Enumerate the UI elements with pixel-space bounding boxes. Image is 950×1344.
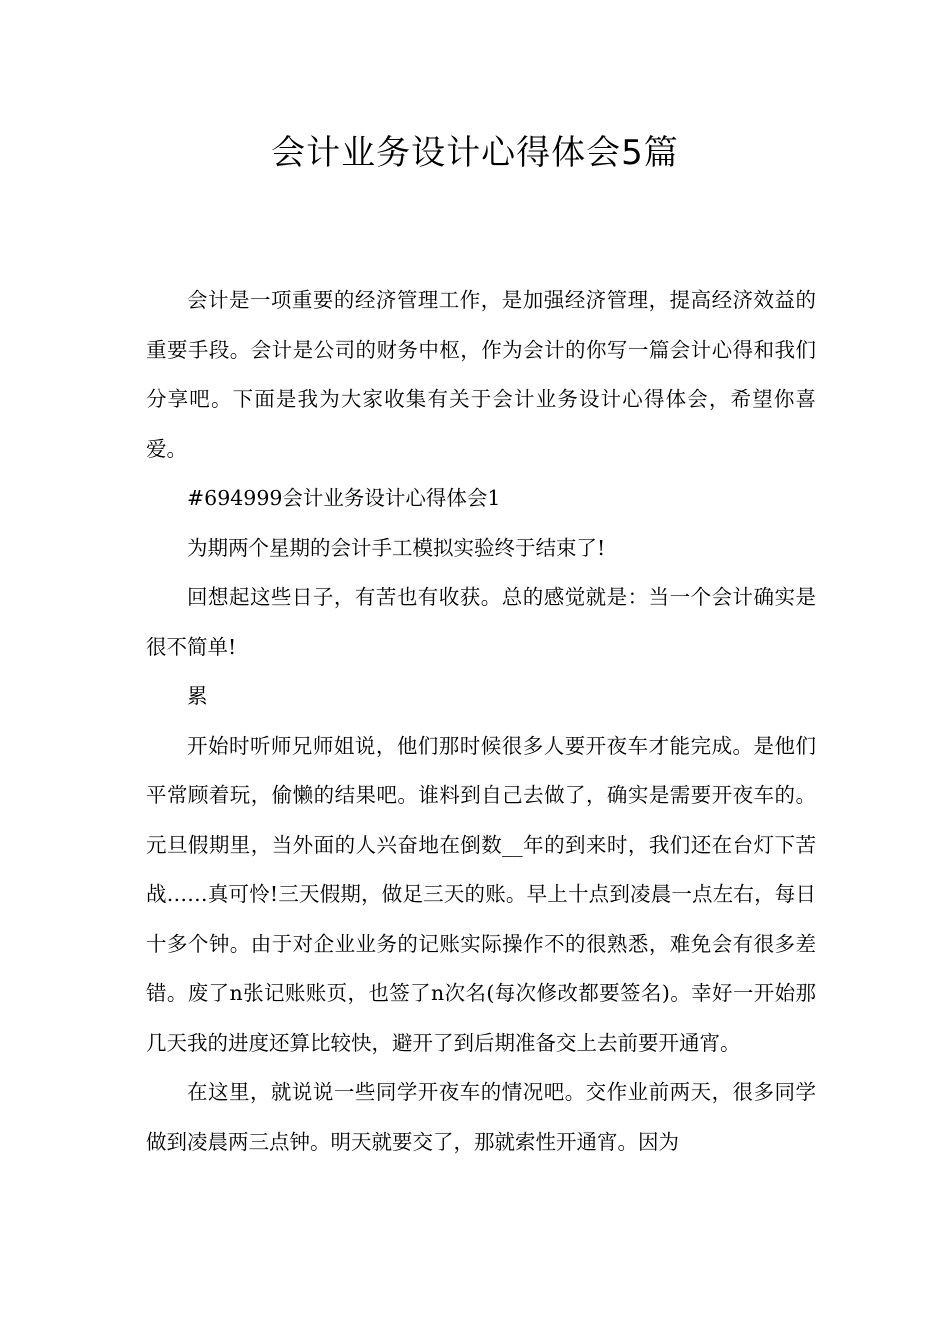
paragraph-tired: 累 bbox=[187, 684, 208, 708]
paragraph-night-work: 开始时听师兄师姐说，他们那时候很多人要开夜车才能完成。是他们平常顾着玩，偷懒的结果吧。谁料到自己去做了，确实是需要开夜车的。元旦假期里，当外面的人兴奋地在倒数__年的到来时，我们还在台灯下苦战……真可怜!三天假期，做足三天的账。早上十点到凌晨一点左右，每日十多个钟。由于对企业业务的记账实际操作不的很熟悉，难免会有很多差错。废了n张记账账页，也签了n次名(每次修改都要签名)。幸好一开始那几天我的进度还算比较快，避开了到后期准备交上去前要开通宵。 bbox=[146, 733, 816, 1055]
paragraph-intro: 会计是一项重要的经济管理工作，是加强经济管理，提高经济效益的重要手段。会计是公司的财务中枢，作为会计的你写一篇会计心得和我们分享吧。下面是我为大家收集有关于会计业务设计心得体会，希望你喜爱。 bbox=[146, 288, 816, 461]
paragraph-experiment-ended: 为期两个星期的会计手工模拟实验终于结束了! bbox=[187, 535, 606, 560]
document-body bbox=[146, 276, 816, 1167]
paragraph-reflection: 回想起这些日子，有苦也有收获。总的感觉就是：当一个会计确实是很不简单! bbox=[146, 585, 816, 659]
paragraph-classmates: 在这里，就说说一些同学开夜车的情况吧。交作业前两天，很多同学做到凌晨两三点钟。明天就要交了，那就索性开通宵。因为 bbox=[146, 1080, 816, 1154]
document-title: 会计业务设计心得体会5篇 bbox=[271, 133, 679, 173]
paragraph-section-heading: #694999会计业务设计心得体会1 bbox=[187, 486, 501, 510]
